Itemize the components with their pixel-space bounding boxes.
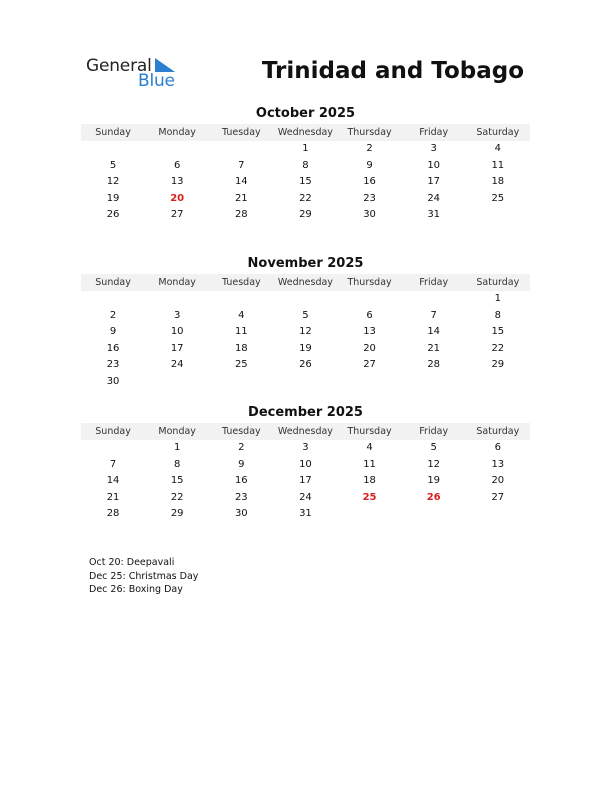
weekday-label: Monday — [158, 426, 196, 437]
weekday-label: Friday — [419, 426, 449, 437]
logo-text-blue: Blue — [138, 71, 175, 91]
day-cell: 16 — [363, 176, 376, 188]
week-row — [81, 308, 530, 325]
empty-day-cell — [402, 374, 466, 391]
day-cell: 23 — [363, 192, 376, 204]
day-cell: 19 — [106, 192, 120, 204]
day-cell: 7 — [109, 458, 117, 470]
week-row — [81, 291, 530, 308]
day-cell: 21 — [427, 342, 441, 354]
day-cell: 4 — [494, 143, 501, 154]
empty-day-cell — [273, 291, 337, 308]
weekday-header-row — [81, 274, 530, 291]
day-cell: 27 — [170, 209, 184, 221]
country-title: Trinidad and Tobago — [261, 58, 524, 84]
empty-day-cell — [145, 291, 209, 308]
day-cell: 11 — [491, 159, 505, 171]
weekday-label: Wednesday — [277, 426, 333, 437]
day-cell: 7 — [430, 309, 437, 321]
day-cell: 4 — [366, 442, 373, 453]
empty-day-cell — [273, 374, 337, 391]
day-cell: 17 — [427, 176, 441, 188]
week-row — [81, 473, 530, 490]
month-weeks — [81, 440, 530, 523]
empty-day-cell — [338, 506, 402, 523]
day-cell: 10 — [427, 159, 441, 171]
day-cell: 3 — [302, 442, 309, 453]
day-cell: 23 — [234, 491, 248, 503]
empty-day-cell — [402, 291, 466, 308]
weekday-label: Sunday — [95, 277, 131, 288]
day-cell: 1 — [302, 143, 309, 154]
month-december — [81, 404, 530, 523]
empty-day-cell — [209, 291, 273, 308]
week-row — [81, 174, 530, 191]
empty-day-cell — [466, 374, 530, 391]
weekday-label: Friday — [419, 277, 449, 288]
day-cell: 26 — [106, 209, 120, 221]
day-cell: 9 — [366, 159, 373, 171]
day-cell: 20 — [363, 342, 376, 354]
day-cell: 24 — [427, 192, 441, 204]
day-cell: 11 — [363, 458, 376, 470]
day-cell: 5 — [430, 442, 437, 453]
week-row — [81, 141, 530, 158]
day-cell: 25 — [491, 192, 505, 204]
empty-day-cell — [466, 207, 530, 224]
weekday-header-row — [81, 423, 530, 440]
day-cell: 9 — [109, 326, 117, 338]
generalblue-logo — [86, 56, 196, 96]
day-cell: 2 — [366, 143, 373, 154]
weekday-label: Tuesday — [221, 127, 261, 138]
day-cell: 30 — [363, 209, 376, 221]
day-cell: 21 — [106, 491, 120, 503]
weekday-label: Monday — [158, 277, 196, 288]
week-row — [81, 341, 530, 358]
weekday-label: Sunday — [95, 426, 131, 437]
day-cell: 14 — [427, 326, 441, 338]
holiday-item: Dec 25: Christmas Day — [89, 570, 199, 582]
day-cell: 30 — [106, 375, 120, 387]
day-cell: 17 — [170, 342, 184, 354]
day-cell: 6 — [174, 159, 181, 171]
day-cell: 14 — [234, 176, 248, 188]
empty-day-cell — [145, 374, 209, 391]
day-cell: 5 — [302, 309, 309, 321]
day-cell: 28 — [106, 508, 120, 520]
weekday-label: Thursday — [347, 426, 392, 437]
week-row — [81, 457, 530, 474]
day-cell: 2 — [238, 442, 245, 453]
week-row — [81, 158, 530, 175]
month-title: December 2025 — [248, 405, 363, 420]
holiday-day-cell: 20 — [170, 192, 185, 204]
month-title: November 2025 — [247, 256, 364, 271]
day-cell: 18 — [491, 176, 505, 188]
day-cell: 7 — [238, 159, 245, 171]
empty-day-cell — [209, 374, 273, 391]
day-cell: 14 — [106, 475, 120, 487]
day-cell: 22 — [491, 342, 505, 354]
day-cell: 8 — [494, 309, 501, 321]
day-cell: 5 — [109, 159, 117, 171]
weekday-label: Tuesday — [221, 277, 261, 288]
day-cell: 24 — [299, 491, 312, 503]
day-cell: 15 — [170, 475, 184, 487]
day-cell: 29 — [491, 359, 505, 371]
day-cell: 30 — [234, 508, 248, 520]
day-cell: 26 — [299, 359, 312, 371]
day-cell: 4 — [238, 309, 245, 321]
week-row — [81, 207, 530, 224]
day-cell: 1 — [174, 442, 181, 453]
day-cell: 10 — [299, 458, 312, 470]
day-cell: 29 — [299, 209, 312, 221]
day-cell: 16 — [106, 342, 120, 354]
weekday-label: Thursday — [347, 277, 392, 288]
day-cell: 19 — [427, 475, 441, 487]
day-cell: 23 — [106, 359, 120, 371]
day-cell: 21 — [234, 192, 248, 204]
day-cell: 3 — [174, 309, 181, 321]
week-row — [81, 490, 530, 507]
day-cell: 15 — [299, 176, 312, 188]
day-cell: 12 — [427, 458, 441, 470]
weekday-label: Monday — [158, 127, 196, 138]
day-cell: 19 — [299, 342, 312, 354]
day-cell: 15 — [491, 326, 505, 338]
day-cell: 22 — [170, 491, 184, 503]
empty-day-cell — [402, 506, 466, 523]
day-cell: 16 — [234, 475, 248, 487]
weekday-label: Sunday — [95, 127, 131, 138]
day-cell: 27 — [363, 359, 376, 371]
week-row — [81, 374, 530, 391]
day-cell: 10 — [170, 326, 184, 338]
week-row — [81, 357, 530, 374]
day-cell: 8 — [302, 159, 309, 171]
weekday-label: Tuesday — [221, 426, 261, 437]
day-cell: 20 — [491, 475, 505, 487]
month-title: October 2025 — [255, 106, 356, 121]
weekday-label: Saturday — [476, 127, 520, 138]
day-cell: 27 — [491, 491, 505, 503]
empty-day-cell — [145, 141, 209, 158]
week-row — [81, 440, 530, 457]
logo-text-general: General — [86, 56, 152, 76]
day-cell: 18 — [363, 475, 376, 487]
day-cell: 13 — [363, 326, 376, 338]
weekday-label: Thursday — [347, 127, 392, 138]
day-cell: 31 — [427, 209, 441, 221]
day-cell: 28 — [427, 359, 441, 371]
day-cell: 24 — [170, 359, 184, 371]
day-cell: 28 — [234, 209, 248, 221]
empty-day-cell — [338, 291, 402, 308]
day-cell: 12 — [106, 176, 120, 188]
empty-day-cell — [466, 506, 530, 523]
month-weeks — [81, 141, 530, 224]
weekday-label: Friday — [419, 127, 449, 138]
day-cell: 29 — [170, 508, 184, 520]
month-october — [81, 105, 530, 224]
holiday-list — [89, 556, 198, 597]
weekday-label: Saturday — [476, 277, 520, 288]
holiday-item: Dec 26: Boxing Day — [89, 584, 183, 595]
empty-day-cell — [209, 141, 273, 158]
week-row — [81, 191, 530, 208]
day-cell: 17 — [299, 475, 312, 487]
day-cell: 3 — [430, 143, 437, 154]
empty-day-cell — [81, 291, 145, 308]
day-cell: 18 — [234, 342, 248, 354]
day-cell: 8 — [174, 458, 181, 470]
logo-triangle-icon — [155, 58, 175, 72]
weekday-label: Wednesday — [277, 277, 333, 288]
empty-day-cell — [81, 440, 145, 457]
day-cell: 22 — [299, 192, 312, 204]
month-november — [81, 255, 530, 391]
day-cell: 6 — [494, 442, 501, 453]
holiday-day-cell: 26 — [426, 491, 441, 503]
empty-day-cell — [338, 374, 402, 391]
day-cell: 25 — [234, 359, 248, 371]
weekday-label: Wednesday — [277, 127, 333, 138]
day-cell: 13 — [170, 176, 184, 188]
holiday-item: Oct 20: Deepavali — [89, 557, 175, 568]
day-cell: 9 — [238, 458, 245, 470]
day-cell: 6 — [366, 309, 373, 321]
day-cell: 1 — [494, 293, 501, 304]
day-cell: 2 — [109, 309, 117, 321]
week-row — [81, 506, 530, 523]
day-cell: 11 — [234, 326, 248, 338]
empty-day-cell — [81, 141, 145, 158]
day-cell: 31 — [299, 508, 312, 520]
weekday-header-row — [81, 124, 530, 141]
holiday-day-cell: 25 — [362, 491, 377, 503]
week-row — [81, 324, 530, 341]
weekday-label: Saturday — [476, 426, 520, 437]
day-cell: 13 — [491, 458, 505, 470]
month-weeks — [81, 291, 530, 391]
day-cell: 12 — [299, 326, 312, 338]
